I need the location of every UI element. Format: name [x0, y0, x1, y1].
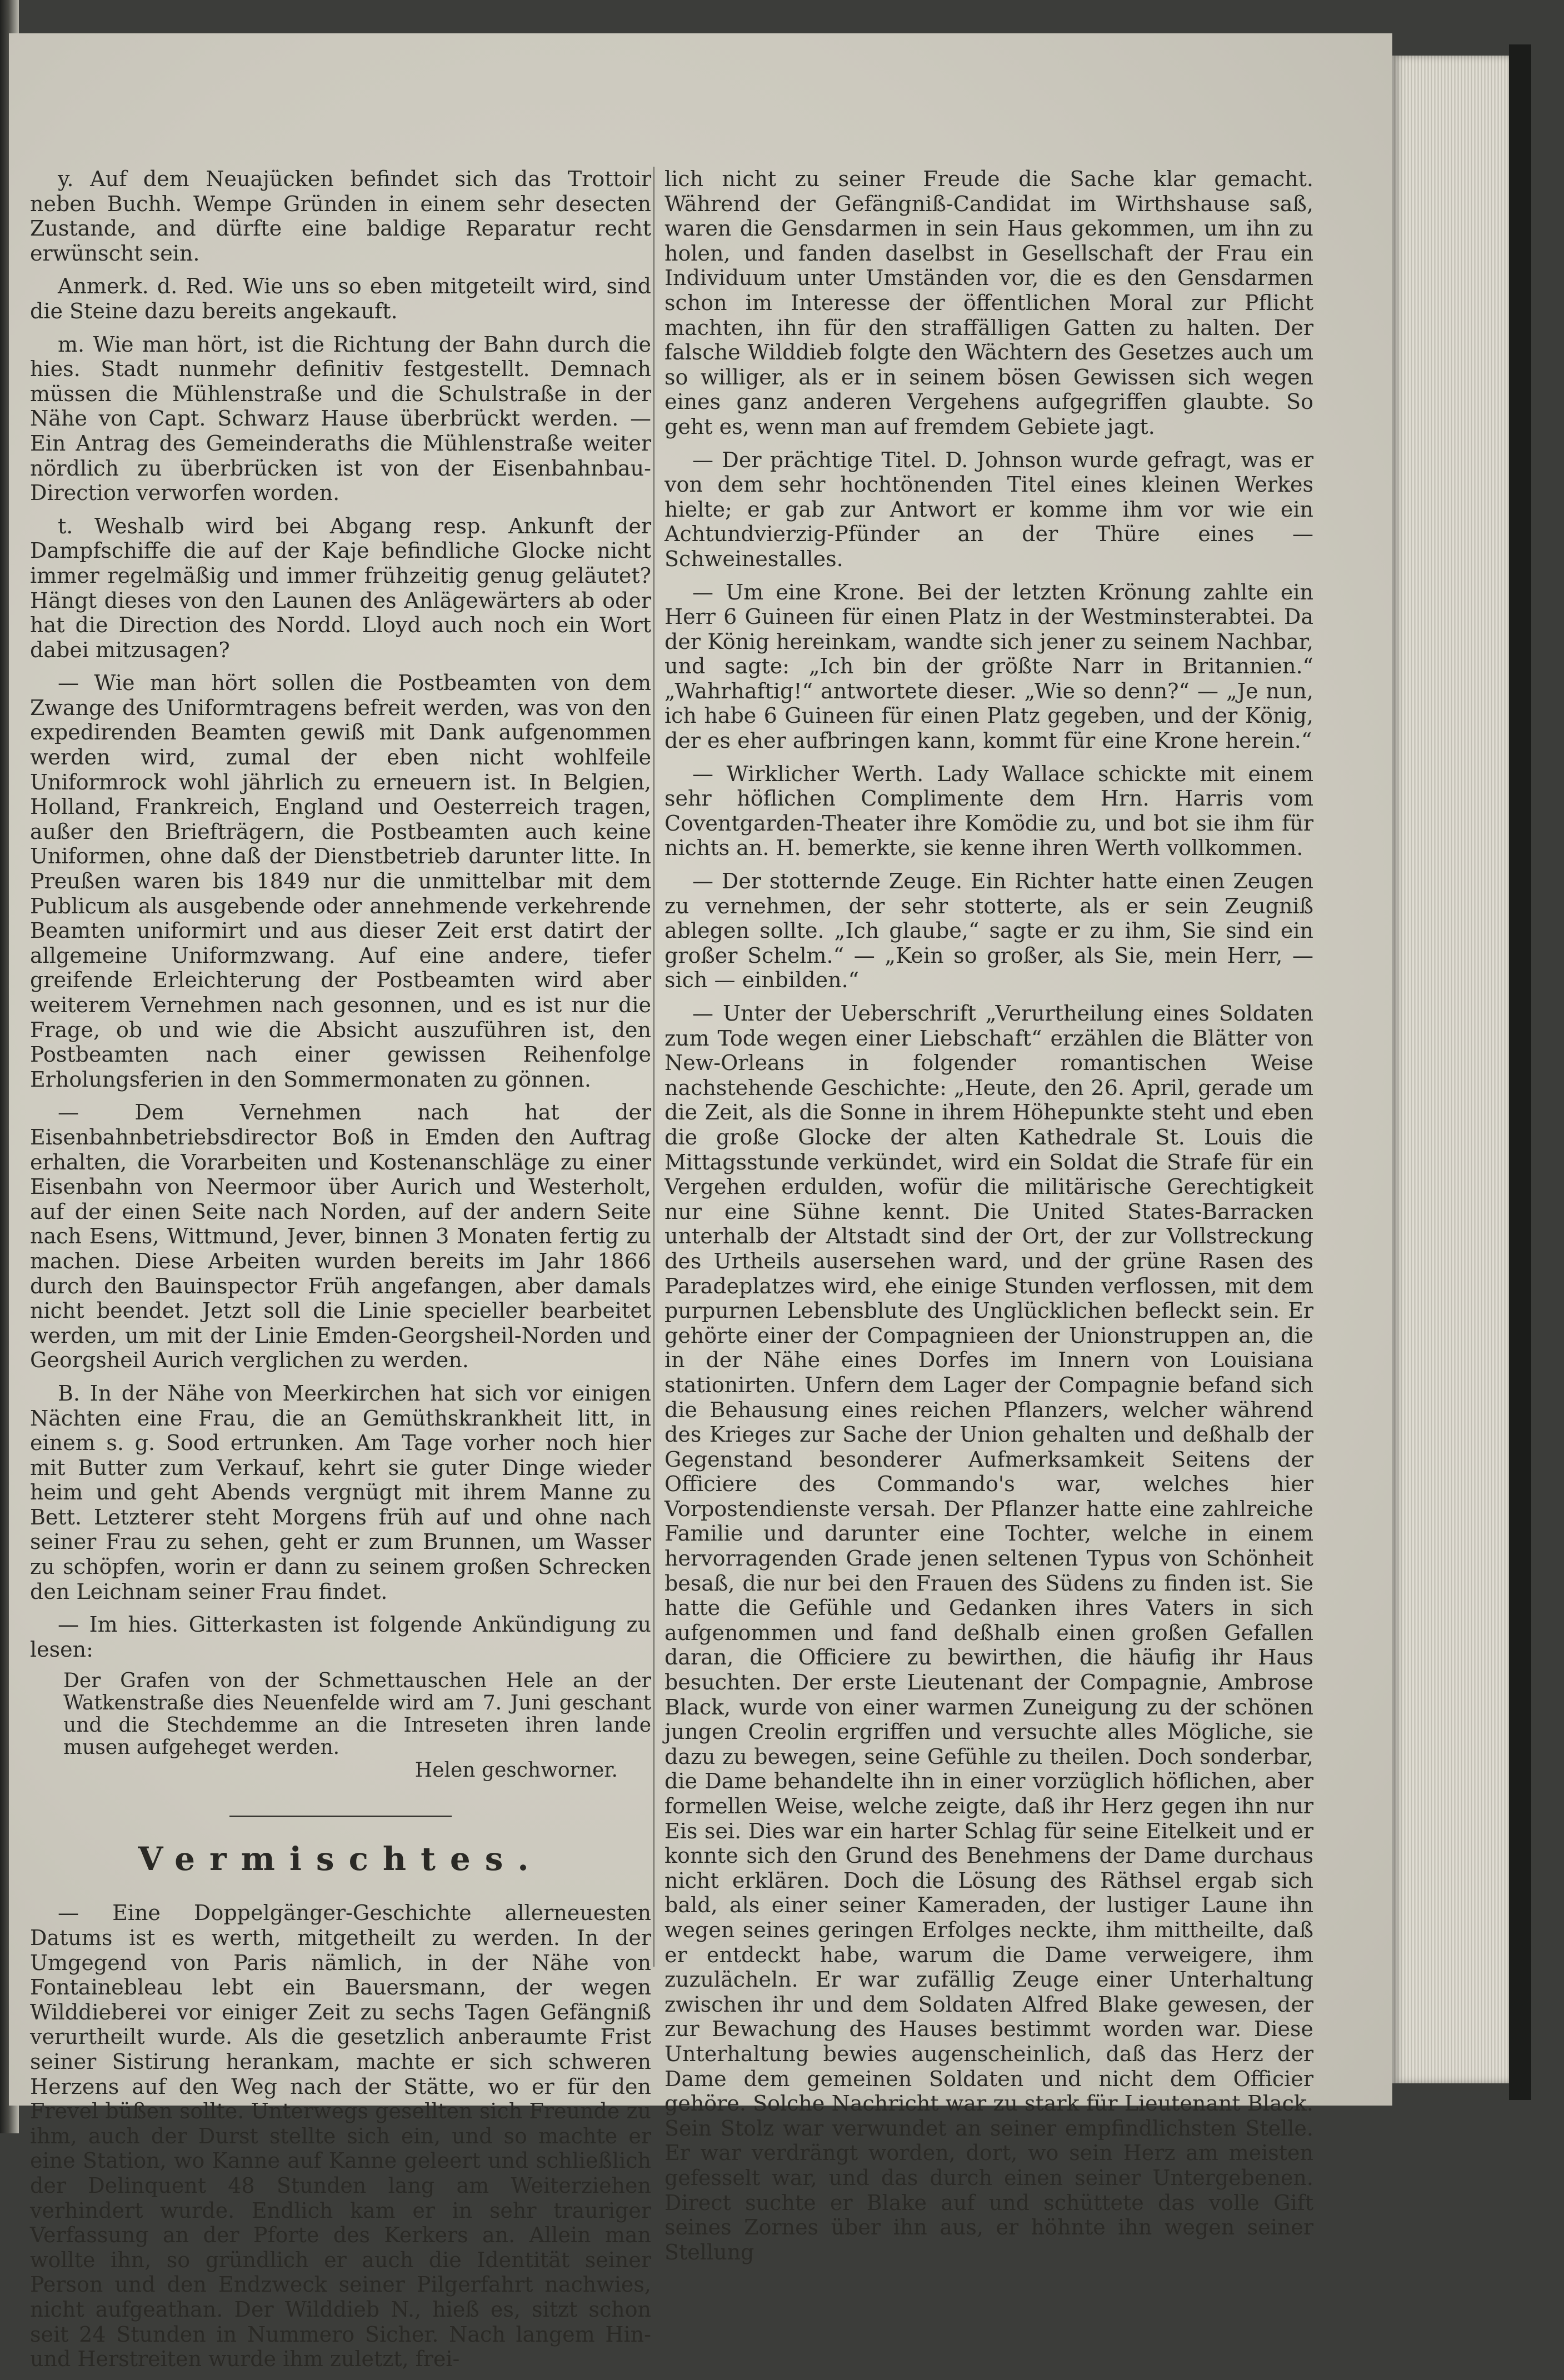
section-title: Vermischtes. — [138, 1840, 543, 1878]
news-item: lich nicht zu seiner Freude die Sache klar gemacht. Während der Gefängniß-Candidat im Wirthshause saß, waren die Gensdarmen in sein Haus gekommen, um ihn zu holen, und fanden daselbst in Gesellschaft der Frau ein Individuum unter Umständen vor, die es den Gensdarmen schon im Interesse der öffentlichen Moral zur Pflicht machten, ihn für den straffälligen Gatten zu halten. Der falsche Wilddieb folgte den Wächtern des Gesetzes auch um so williger, als er in seinem bösen Gewissen sich wegen eines ganz anderen Vergehens aufgegriffen glaubte. So geht es, wenn man auf fremdem Gebiete jagt. — [664, 167, 1313, 439]
news-item: — Eine Doppelgänger-Geschichte allerneuesten Datums ist es werth, mitgetheilt zu werden. In der Umgegend von Paris nämlich, in der Nähe von Fontainebleau lebt ein Bauersmann, der wegen Wilddieberei vor einiger Zeit zu sechs Tagen Gefängniß verurtheilt wurde. Als die gesetzlich anberaumte Frist seiner Sistirung herankam, machte er sich schweren Herzens auf den Weg nach der Stätte, wo er für den Frevel büßen sollte. Unterwegs gesellten sich Freunde zu ihm, auch der Durst stellte sich ein, und so machte er eine Station, wo Kanne auf Kanne geleert und schließlich der Delinquent 48 Stunden lang am Weiterziehen verhindert wurde. Endlich kam er in sehr trauriger Verfassung an der Pforte des Kerkers an. Allein man wollte ihn, so gründlich er auch die Identität seiner Person und den Endzweck seiner Pilgerfahrt nachwies, nicht aufgeathan. Der Wilddieb N., hieß es, sitzt schon seit 24 Stunden in Nummero Sicher. Nach langem Hin- und Herstreiten wurde ihm zuletzt, frei- — [30, 1901, 651, 2372]
newspaper-page — [9, 33, 1392, 2372]
section-divider — [229, 1816, 452, 1817]
quoted-notice: Der Grafen von der Schmettauschen Hele an der Watkenstraße dies Neuenfelde wird am 7. Juni geschant und die Stechdemme an die Intreseten ihren lande musen aufgeheget werden. — [63, 1669, 651, 1759]
news-item: — Der stotternde Zeuge. Ein Richter hatte einen Zeugen zu vernehmen, der sehr stotterte, als er sein Zeugniß ablegen sollte. „Ich glaube,“ sagte er zu ihm, Sie sind ein großer Schelm.“ — „Kein so großer, als Sie, mein Herr, — sich — einbilden.“ — [664, 869, 1313, 993]
news-item: y. Auf dem Neuajücken befindet sich das Trottoir neben Buchh. Wempe Gründen in einem sehr desecten Zustande, and dürfte eine baldige Reparatur recht erwünscht sein. — [30, 167, 651, 266]
book-cover-edge — [1509, 44, 1531, 2100]
page-stack-edge — [1392, 56, 1509, 2083]
news-item: — Unter der Ueberschrift „Verurtheilung eines Soldaten zum Tode wegen einer Liebschaft“ erzählen die Blätter von New-Orleans in folgender romantischen Weise nachstehende Geschichte: „Heute, den 26. April, gerade um die Zeit, als die Sonne in ihrem Höhepunkte steht und eben die große Glocke der alten Kathedrale St. Louis die Mittagsstunde verkündet, wird ein Soldat die Strafe für ein Vergehen erdulden, wofür die militärische Gerechtigkeit nur eine Sühne kennt. Die United States-Barracken unterhalb der Altstadt sind der Ort, der zur Vollstreckung des Urtheils ausersehen ward, und der grüne Rasen des Paradeplatzes wird, ehe einige Stunden verflossen, mit dem purpurnen Lebensblute des Unglücklichen befleckt sein. Er gehörte einer der Compagnieen der Unionstruppen an, die in der Nähe eines Dorfes im Innern von Louisiana stationirten. Unfern dem Lager der Compagnie befand sich die Behausung eines reichen Pflanzers, welcher während des Krieges zur Sache der Union gehalten und deßhalb der Gegenstand besonderer Aufmerksamkeit Seitens der Officiere des Commando's war, welches hier Vorpostendienste versah. Der Pflanzer hatte eine zahlreiche Familie und darunter eine Tochter, welche in einem hervorragenden Grade jenen seltenen Typus von Schönheit besaß, die nur bei den Frauen des Südens zu finden ist. Sie hatte die Gefühle und Gedanken ihres Vaters in sich aufgenommen und fand deßhalb einen großen Gefallen daran, die Officiere zu bewirthen, die häufig ihr Haus besuchten. Der erste Lieutenant der Compagnie, Ambrose Black, wurde von einer warmen Zuneigung zu der schönen jungen Creolin ergriffen und versuchte alles Mögliche, sie dazu zu bewegen, seine Gefühle zu theilen. Doch sonderbar, die Dame behandelte ihn in einer vorzüglich höflichen, aber formellen Weise, welche zeigte, daß ihr Herz gegen ihn nur Eis sei. Dies war ein harter Schlag für seine Eitelkeit und er konnte sich den Grund des Benehmens der Dame durchaus nicht erklären. Doch die Lösung des Räthsel ergab sich bald, als einer seiner Kameraden, der lustiger Laune ihn wegen seines geringen Erfolges neckte, ihm mittheilte, daß er entdeckt habe, warum die Dame verweigere, ihm zuzulächeln. Er war zufällig Zeuge einer Unterhaltung zwischen ihr und dem Soldaten Alfred Blake gewesen, der zur Bewachung des Hauses bestimmt worden war. Diese Unterhaltung bewies augenscheinlich, daß das Herz der Dame dem gemeinen Soldaten und nicht dem Officier gehöre. Solche Nachricht war zu stark für Lieutenant Black. Sein Stolz war verwundet an seiner empfindlichsten Stelle. Er war verdrängt worden, dort, wo sein Herz am meisten gefesselt war, und das durch einen seiner Untergebenen. Direct suchte er Blake auf und schüttete das volle Gift seines Zornes über ihn aus, er höhnte ihn wegen seiner Stellung — [664, 1001, 1313, 2264]
news-item: — Der prächtige Titel. D. Johnson wurde gefragt, was er von dem sehr hochtönenden Titel eines kleinen Werkes hielte; er gab zur Antwort er komme ihm vor wie ein Achtundvierzig-Pfünder an der Thüre eines — Schweinestalles. — [664, 447, 1313, 571]
news-item: — Im hies. Gitterkasten ist folgende Ankündigung zu lesen: — [30, 1612, 651, 1662]
right-column — [664, 167, 1313, 2273]
news-item: B. In der Nähe von Meerkirchen hat sich vor einigen Nächten eine Frau, die an Gemüthskrankheit litt, in einem s. g. Sood ertrunken. Am Tage vorher noch hier mit Butter zum Verkauf, kehrt sie guter Dinge wieder heim und geht Abends vergnügt mit ihrem Manne zu Bett. Letzterer steht Morgens früh auf und ohne nach seiner Frau zu sehen, geht er zum Brunnen, um Wasser zu schöpfen, worin er dann zu seinem großen Schrecken den Leichnam seiner Frau findet. — [30, 1381, 651, 1604]
notice-signature: Helen geschworner. — [414, 1759, 618, 1782]
news-item: m. Wie man hört, ist die Richtung der Bahn durch die hies. Stadt nunmehr definitiv festgestellt. Demnach müssen die Mühlenstraße und die Schulstraße in der Nähe von Capt. Schwarz Hause überbrückt werden. — Ein Antrag des Gemeinderaths die Mühlenstraße weiter nördlich zu überbrücken ist von der Eisenbahnbau-Direction verworfen worden. — [30, 332, 651, 506]
news-item: — Dem Vernehmen nach hat der Eisenbahnbetriebsdirector Boß in Emden den Auftrag erhalten, die Vorarbeiten und Kostenanschläge zu einer Eisenbahn von Neermoor über Aurich und Westerholt, auf der einen Seite nach Norden, auf der andern Seite nach Esens, Wittmund, Jever, binnen 3 Monaten fertig zu machen. Diese Arbeiten wurden bereits im Jahr 1866 durch den Bauinspector Früh angefangen, aber damals nicht beendet. Jetzt soll die Linie specieller bearbeitet werden, um mit der Linie Emden-Georgsheil-Norden und Georgsheil Aurich verglichen zu werden. — [30, 1100, 651, 1373]
news-item: Anmerk. d. Red. Wie uns so eben mitgeteilt wird, sind die Steine dazu bereits angekauft. — [30, 274, 651, 323]
news-item: t. Weshalb wird bei Abgang resp. Ankunft der Dampfschiffe die auf der Kaje befindliche Glocke nicht immer regelmäßig und immer frühzeitig genug geläutet? Hängt dieses von den Launen des Anlägewärters ab oder hat die Direction des Nordd. Lloyd auch noch ein Wort dabei mitzusagen? — [30, 513, 651, 662]
column-divider — [653, 167, 654, 1967]
news-item: — Wirklicher Werth. Lady Wallace schickte mit einem sehr höflichen Complimente dem Hrn. Harris vom Coventgarden-Theater ihre Komödie zu, und bot sie ihm für nichts an. H. bemerkte, sie kenne ihren Werth vollkommen. — [664, 761, 1313, 861]
news-item: — Wie man hört sollen die Postbeamten von dem Zwange des Uniformtragens befreit werden, was von den expedirenden Beamten gewiß mit Dank aufgenommen werden wird, zumal der eben nicht wohlfeile Uniformrock wohl jährlich zu erneuern ist. In Belgien, Holland, Frankreich, England und Oesterreich tragen, außer den Briefträgern, die Postbeamten auch keine Uniformen, ohne daß der Dienstbetrieb darunter litte. In Preußen waren bis 1849 nur die unmittelbar mit dem Publicum als ausgebende oder annehmende verkehrende Beamten uniformirt und aus dieser Zeit erst datirt der allgemeine Uniformzwang. Auf eine andere, tiefer greifende Erleichterung der Postbeamten wird aber weiterem Vernehmen nach gesonnen, und es ist nur die Frage, ob und wie die Absicht auszuführen ist, den Postbeamten nach einer gewissen Reihenfolge Erholungsferien in den Sommermonaten zu gönnen. — [30, 671, 651, 1092]
news-item: — Um eine Krone. Bei der letzten Krönung zahlte ein Herr 6 Guineen für einen Platz in der Westminsterabtei. Da der König hereinkam, wandte sich jener zu seinem Nachbar, und sagte: „Ich bin der größte Narr in Britannien.“ „Wahrhaftig!“ antwortete dieser. „Wie so denn?“ — „Je nun, ich habe 6 Guineen für einen Platz gegeben, und der König, der es eher aufbringen kann, kommt für eine Krone herein.“ — [664, 579, 1313, 753]
left-column — [30, 167, 651, 2380]
